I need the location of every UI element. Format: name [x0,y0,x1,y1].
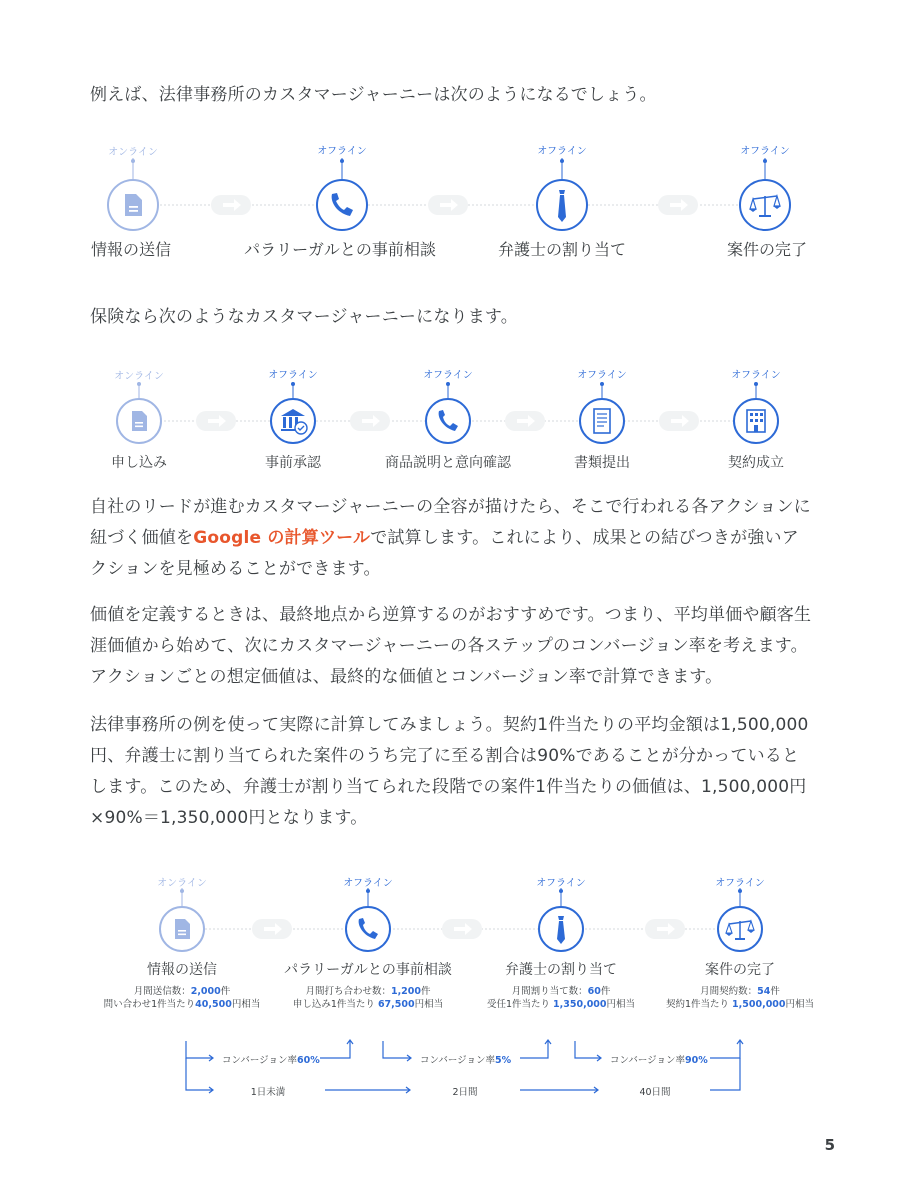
flow2-label-5: 契約成立 [728,455,784,471]
flow3-tag-4: オフライン [715,878,765,889]
flow2-label-4: 書類提出 [574,455,630,471]
flow1-label-2: パラリーガルとの事前相談 [244,240,436,259]
flow3-stat-4: 月間契約数：54件 契約1件当たり 1,500,000円相当 [665,986,815,1010]
flow2-label-2: 事前承認 [265,455,321,471]
flow1-tag-4: オフライン [740,146,790,157]
phone-icon [426,399,470,443]
page-number: 5 [824,1136,835,1154]
conversion-rate-2: コンバージョン率5% [420,1055,512,1066]
flow2-tag-3: オフライン [423,370,473,381]
flow1-connectors [131,158,767,215]
flow2-tag-5: オフライン [731,370,781,381]
paragraph-3: 法律事務所の例を使って実際に計算してみましょう。契約1件当たりの平均金額は1,500,000円、弁護士に割り当てられた案件のうち完了に至る割合は90%であることが分かっているとします。このため、弁護士が割り当てられた段階での案件1件当たりの価値は、1,500,000円×90%＝1,350,000円となります。 [90,715,809,828]
phone-icon [317,180,367,230]
paragraph-1-after: で試算します。これにより、成果との結びつきが強いアクションを見極めることができます。 [90,528,799,579]
conversion-rate-1: コンバージョン率60% [222,1055,320,1066]
flow3-tag-1: オンライン [157,878,207,889]
necktie-icon [539,907,583,951]
flow3-stat-1: 月間送信数：2,000件 問い合わせ1件当たり40,500円相当 [103,986,261,1010]
flow3-label-2: パラリーガルとの事前相談 [284,962,452,978]
flow3-label-1: 情報の送信 [147,962,217,978]
flow1-tag-2: オフライン [317,146,367,157]
intro-text-2: 保険なら次のようなカスタマージャーニーになります。 [90,307,518,327]
flow3-label-3: 弁護士の割り当て [505,962,617,978]
flow3-label-4: 案件の完了 [705,962,775,978]
duration-1: 1日未満 [250,1087,286,1098]
flow2-label-1: 申し込み [111,455,167,471]
scales-icon [740,180,790,230]
flow1-label-4: 案件の完了 [726,240,808,259]
flow3-stat-3: 月間割り当て数：60件 受任1件当たり 1,350,000円相当 [486,986,636,1010]
intro-text-1: 例えば、法律事務所のカスタマージャーニーは次のようになるでしょう。 [90,85,657,105]
flow3-tag-3: オフライン [536,878,586,889]
scales-icon [718,907,762,951]
flow2-tag-1: オンライン [114,371,164,382]
duration-2: 2日間 [452,1087,478,1098]
flow2-tag-2: オフライン [268,370,318,381]
phone-icon [346,907,390,951]
paper-document-icon [580,399,624,443]
calculator-link[interactable]: Google の計算ツール [193,528,371,548]
paragraph-2: 価値を定義するときは、最終地点から逆算するのがおすすめです。つまり、平均単価や顧客生涯価値から始めて、次にカスタマージャーニーの各ステップのコンバージョン率を考えます。アクションごとの想定価値は、最終的な価値とコンバージョン率で計算できます。 [90,605,812,687]
paragraph-1-before: 自社のリードが進むカスタマージャーニーの全容が描けたら、そこで行われる各アクションに紐づく価値を [90,497,811,548]
flow1-tag-3: オフライン [537,146,587,157]
flow2-tag-4: オフライン [577,370,627,381]
flow3-stat-2: 月間打ち合わせ数：1,200件 申し込み1件当たり 67,500円相当 [292,986,444,1010]
conversion-rate-3: コンバージョン率90% [610,1055,708,1066]
flow1-label-1: 情報の送信 [90,240,172,259]
necktie-icon [537,180,587,230]
document-icon [160,907,204,951]
flow2-label-3: 商品説明と意向確認 [385,455,511,471]
paragraph-1 [90,492,815,585]
flow3-connectors [180,888,742,939]
flow1-label-3: 弁護士の割り当て [497,240,627,259]
bank-approval-icon [271,399,315,443]
duration-3: 40日間 [639,1087,671,1098]
document-icon [108,180,158,230]
document-icon [117,399,161,443]
flow3-tag-2: オフライン [343,878,393,889]
flow1-tag-1: オンライン [108,147,158,158]
building-icon [734,399,778,443]
